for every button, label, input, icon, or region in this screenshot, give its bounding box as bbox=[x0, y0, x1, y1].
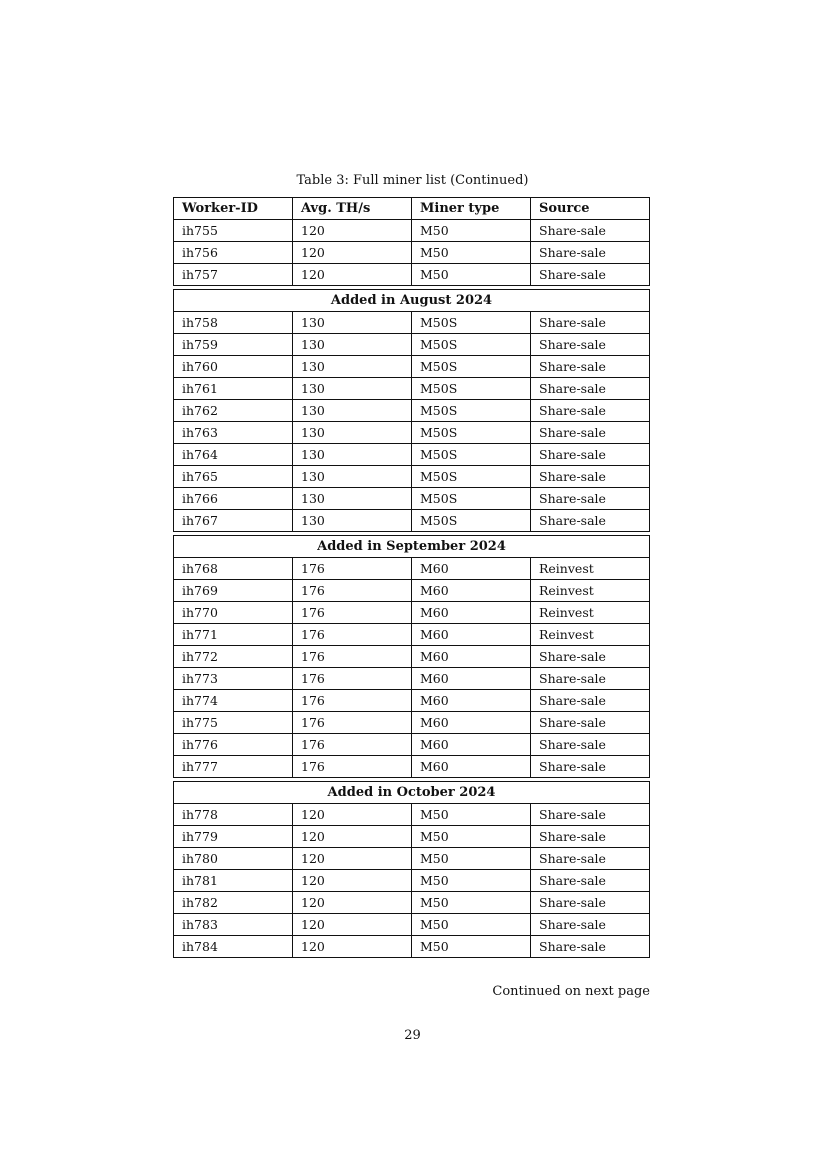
miner-type-cell: M50 bbox=[412, 936, 531, 957]
miner-type-cell: M50 bbox=[412, 804, 531, 825]
table-row bbox=[173, 712, 650, 734]
worker-id-cell: ih768 bbox=[174, 558, 293, 579]
avg-ths-cell: 176 bbox=[293, 756, 412, 777]
table-row bbox=[173, 668, 650, 690]
miner-type-cell: M50S bbox=[412, 488, 531, 509]
source-cell: Reinvest bbox=[539, 627, 594, 642]
header-miner-type: Miner type bbox=[412, 198, 531, 219]
avg-ths-cell: 130 bbox=[293, 422, 412, 443]
source-cell: Share-sale bbox=[539, 873, 606, 888]
worker-id-cell: ih759 bbox=[174, 334, 293, 355]
worker-id-cell: ih764 bbox=[174, 444, 293, 465]
table-row bbox=[173, 466, 650, 488]
miner-type-cell: M50S bbox=[412, 444, 531, 465]
miner-type-cell: M50 bbox=[412, 220, 531, 241]
avg-ths-cell: 120 bbox=[293, 220, 412, 241]
table-row bbox=[173, 602, 650, 624]
source-cell: Share-sale bbox=[539, 939, 606, 954]
table-row bbox=[173, 400, 650, 422]
avg-ths-cell: 120 bbox=[293, 892, 412, 913]
source-cell: Share-sale bbox=[539, 403, 606, 418]
source-cell: Share-sale bbox=[539, 759, 606, 774]
worker-id-cell: ih765 bbox=[174, 466, 293, 487]
table-row bbox=[173, 510, 650, 532]
table-row bbox=[173, 734, 650, 756]
worker-id-cell: ih774 bbox=[174, 690, 293, 711]
avg-ths-cell: 120 bbox=[293, 914, 412, 935]
table-row bbox=[173, 756, 650, 778]
source-cell: Reinvest bbox=[539, 605, 594, 620]
avg-ths-cell: 120 bbox=[293, 242, 412, 263]
source-cell: Reinvest bbox=[539, 561, 594, 576]
table-row bbox=[173, 914, 650, 936]
avg-ths-cell: 176 bbox=[293, 668, 412, 689]
miner-type-cell: M60 bbox=[412, 756, 531, 777]
table-row bbox=[173, 242, 650, 264]
table-row bbox=[173, 444, 650, 466]
worker-id-cell: ih776 bbox=[174, 734, 293, 755]
miner-type-cell: M60 bbox=[412, 602, 531, 623]
avg-ths-cell: 130 bbox=[293, 378, 412, 399]
source-cell: Share-sale bbox=[539, 649, 606, 664]
miner-type-cell: M60 bbox=[412, 558, 531, 579]
avg-ths-cell: 130 bbox=[293, 312, 412, 333]
worker-id-cell: ih782 bbox=[174, 892, 293, 913]
source-cell: Share-sale bbox=[539, 829, 606, 844]
worker-id-cell: ih761 bbox=[174, 378, 293, 399]
miner-type-cell: M60 bbox=[412, 646, 531, 667]
worker-id-cell: ih769 bbox=[174, 580, 293, 601]
miner-type-cell: M50 bbox=[412, 242, 531, 263]
avg-ths-cell: 176 bbox=[293, 558, 412, 579]
avg-ths-cell: 120 bbox=[293, 264, 412, 285]
table-row bbox=[173, 334, 650, 356]
worker-id-cell: ih777 bbox=[174, 756, 293, 777]
miner-type-cell: M50 bbox=[412, 264, 531, 285]
avg-ths-cell: 130 bbox=[293, 466, 412, 487]
table-row bbox=[173, 558, 650, 580]
miner-type-cell: M50 bbox=[412, 914, 531, 935]
worker-id-cell: ih756 bbox=[174, 242, 293, 263]
avg-ths-cell: 120 bbox=[293, 936, 412, 957]
miner-type-cell: M60 bbox=[412, 580, 531, 601]
source-cell: Share-sale bbox=[539, 359, 606, 374]
miner-type-cell: M50S bbox=[412, 510, 531, 531]
source-cell: Share-sale bbox=[539, 337, 606, 352]
miner-type-cell: M60 bbox=[412, 690, 531, 711]
miner-type-cell: M50S bbox=[412, 312, 531, 333]
worker-id-cell: ih770 bbox=[174, 602, 293, 623]
source-cell: Share-sale bbox=[539, 895, 606, 910]
source-cell: Share-sale bbox=[539, 267, 606, 282]
miner-type-cell: M60 bbox=[412, 712, 531, 733]
miner-type-cell: M50S bbox=[412, 334, 531, 355]
avg-ths-cell: 120 bbox=[293, 848, 412, 869]
worker-id-cell: ih783 bbox=[174, 914, 293, 935]
source-cell: Share-sale bbox=[539, 381, 606, 396]
source-cell: Reinvest bbox=[539, 583, 594, 598]
avg-ths-cell: 176 bbox=[293, 602, 412, 623]
miner-type-cell: M50S bbox=[412, 356, 531, 377]
source-cell: Share-sale bbox=[539, 425, 606, 440]
worker-id-cell: ih772 bbox=[174, 646, 293, 667]
worker-id-cell: ih763 bbox=[174, 422, 293, 443]
table-row bbox=[173, 580, 650, 602]
table-row bbox=[173, 936, 650, 958]
worker-id-cell: ih781 bbox=[174, 870, 293, 891]
header-worker-id: Worker-ID bbox=[174, 198, 293, 219]
source-cell: Share-sale bbox=[539, 315, 606, 330]
avg-ths-cell: 176 bbox=[293, 712, 412, 733]
table-row bbox=[173, 488, 650, 510]
table-row bbox=[173, 312, 650, 334]
worker-id-cell: ih779 bbox=[174, 826, 293, 847]
avg-ths-cell: 130 bbox=[293, 444, 412, 465]
table-row bbox=[173, 220, 650, 242]
source-cell: Share-sale bbox=[539, 671, 606, 686]
table-row bbox=[173, 870, 650, 892]
miner-type-cell: M50 bbox=[412, 826, 531, 847]
avg-ths-cell: 130 bbox=[293, 510, 412, 531]
source-cell: Share-sale bbox=[539, 491, 606, 506]
table-row bbox=[173, 892, 650, 914]
table-row bbox=[173, 848, 650, 870]
miner-type-cell: M50S bbox=[412, 378, 531, 399]
source-cell: Share-sale bbox=[539, 807, 606, 822]
continued-note: Continued on next page bbox=[492, 984, 650, 999]
worker-id-cell: ih784 bbox=[174, 936, 293, 957]
worker-id-cell: ih771 bbox=[174, 624, 293, 645]
avg-ths-cell: 176 bbox=[293, 690, 412, 711]
source-cell: Share-sale bbox=[539, 447, 606, 462]
table-row bbox=[173, 826, 650, 848]
worker-id-cell: ih757 bbox=[174, 264, 293, 285]
section-heading: Added in September 2024 bbox=[173, 535, 650, 558]
source-cell: Share-sale bbox=[539, 693, 606, 708]
avg-ths-cell: 120 bbox=[293, 870, 412, 891]
worker-id-cell: ih767 bbox=[174, 510, 293, 531]
source-cell: Share-sale bbox=[539, 469, 606, 484]
miner-type-cell: M50S bbox=[412, 466, 531, 487]
avg-ths-cell: 176 bbox=[293, 580, 412, 601]
table-row bbox=[173, 624, 650, 646]
avg-ths-cell: 130 bbox=[293, 356, 412, 377]
source-cell: Share-sale bbox=[539, 851, 606, 866]
source-cell: Share-sale bbox=[539, 245, 606, 260]
table-caption: Table 3: Full miner list (Continued) bbox=[296, 173, 529, 188]
source-cell: Share-sale bbox=[539, 737, 606, 752]
worker-id-cell: ih775 bbox=[174, 712, 293, 733]
miner-type-cell: M60 bbox=[412, 624, 531, 645]
section-heading: Added in August 2024 bbox=[173, 289, 650, 312]
worker-id-cell: ih760 bbox=[174, 356, 293, 377]
table-row bbox=[173, 378, 650, 400]
avg-ths-cell: 120 bbox=[293, 826, 412, 847]
page-number: 29 bbox=[404, 1028, 421, 1043]
source-cell: Share-sale bbox=[539, 513, 606, 528]
table-row bbox=[173, 264, 650, 286]
worker-id-cell: ih773 bbox=[174, 668, 293, 689]
table-row bbox=[173, 646, 650, 668]
avg-ths-cell: 176 bbox=[293, 624, 412, 645]
source-cell: Share-sale bbox=[539, 917, 606, 932]
worker-id-cell: ih755 bbox=[174, 220, 293, 241]
miner-type-cell: M60 bbox=[412, 734, 531, 755]
avg-ths-cell: 130 bbox=[293, 334, 412, 355]
avg-ths-cell: 176 bbox=[293, 734, 412, 755]
avg-ths-cell: 130 bbox=[293, 400, 412, 421]
worker-id-cell: ih762 bbox=[174, 400, 293, 421]
miner-type-cell: M50S bbox=[412, 422, 531, 443]
miner-type-cell: M50 bbox=[412, 870, 531, 891]
table-row bbox=[173, 690, 650, 712]
section-heading: Added in October 2024 bbox=[173, 781, 650, 804]
miner-type-cell: M60 bbox=[412, 668, 531, 689]
miner-type-cell: M50 bbox=[412, 892, 531, 913]
miner-type-cell: M50S bbox=[412, 400, 531, 421]
worker-id-cell: ih758 bbox=[174, 312, 293, 333]
header-avg-ths: Avg. TH/s bbox=[293, 198, 412, 219]
source-cell: Share-sale bbox=[539, 223, 606, 238]
table-row bbox=[173, 422, 650, 444]
avg-ths-cell: 176 bbox=[293, 646, 412, 667]
header-source: Source bbox=[539, 201, 590, 216]
source-cell: Share-sale bbox=[539, 715, 606, 730]
avg-ths-cell: 130 bbox=[293, 488, 412, 509]
table-row bbox=[173, 804, 650, 826]
avg-ths-cell: 120 bbox=[293, 804, 412, 825]
worker-id-cell: ih780 bbox=[174, 848, 293, 869]
table-row bbox=[173, 356, 650, 378]
worker-id-cell: ih778 bbox=[174, 804, 293, 825]
table-header-row bbox=[173, 197, 650, 220]
miner-type-cell: M50 bbox=[412, 848, 531, 869]
worker-id-cell: ih766 bbox=[174, 488, 293, 509]
miner-table bbox=[173, 197, 650, 958]
